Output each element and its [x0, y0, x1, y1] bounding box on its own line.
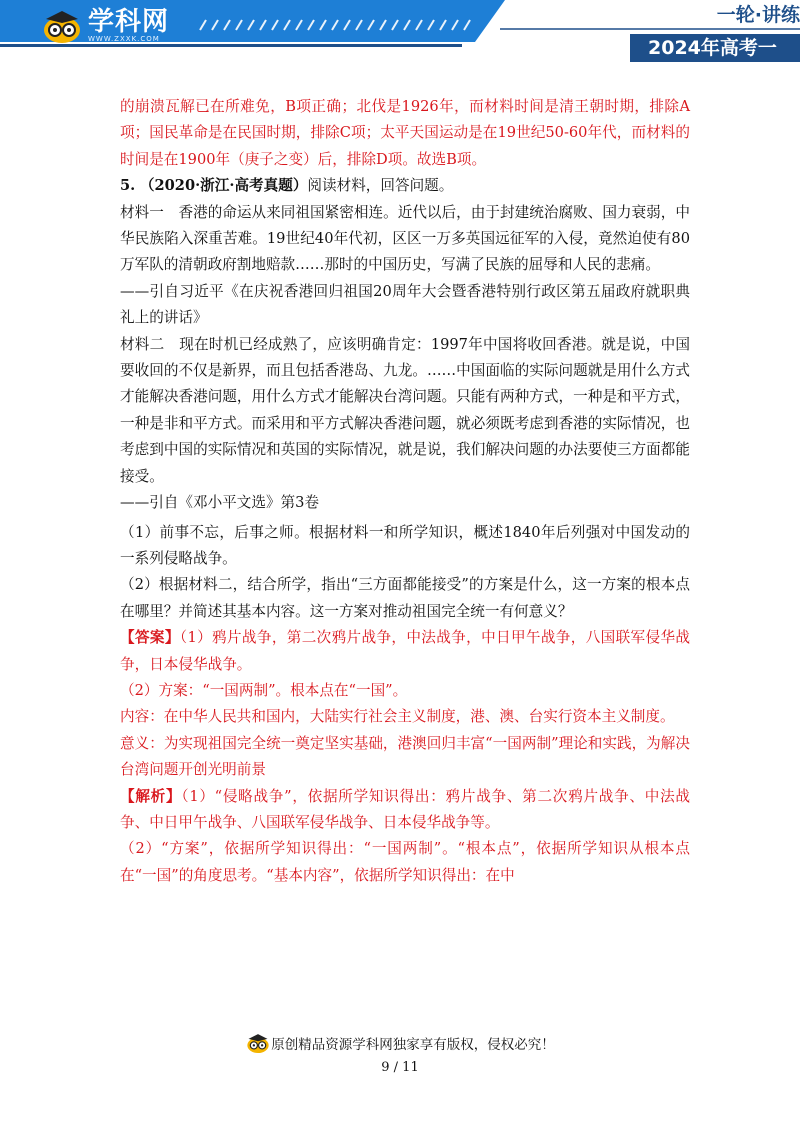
page-header: [0, 0, 800, 60]
previous-analysis: 的崩溃瓦解已在所难免，B项正确；北伐是1926年，而材料时间是清王朝时期，排除A项；国民革命是在民国时期，排除C项；太平天国运动是在19世纪50-60年代，而材料的时间是在1900年（庚子之变）后，排除D项。故选B项。: [120, 98, 690, 168]
copyright-line: [0, 1032, 800, 1054]
material-one: 材料一 香港的命运从来同祖国紧密相连。近代以后，由于封建统治腐败、国力衰弱，中华民族陷入深重苦难。19世纪40年代初，区区一万多英国远征军的入侵，竟然迫使有80万军队的清朝政府割地赔款……那时的中国历史，写满了民族的屈辱和人民的悲痛。: [120, 203, 690, 274]
exam-title: 2024年高考一: [630, 34, 800, 62]
copyright-text: 原创精品资源学科网独家享有版权，侵权必究！: [271, 1037, 555, 1053]
answer-part-2: （2）方案：“一国两制”。根本点在“一国”。: [120, 681, 408, 699]
answer-label: 【答案】: [120, 629, 180, 647]
question-header: [120, 173, 690, 199]
owl-footer-icon: [245, 1032, 271, 1054]
answer-part-4: 意义：为实现祖国完全统一奠定坚实基础，港澳回归丰富“一国两制”理论和实践，为解决台湾问题开创光明前景: [120, 734, 690, 779]
answer-part-1: 【答案】（1）鸦片战争，第二次鸦片战争，中法战争，中日甲午战争，八国联军侵华战争，日本侵华战争。: [120, 629, 690, 673]
question-intro: 阅读材料，回答问题。: [307, 177, 454, 195]
material-one-citation: ——引自习近平《在庆祝香港回归祖国20周年大会暨香港特别行政区第五届政府就职典礼上的讲话》: [120, 282, 690, 327]
sub-question-1: （1）前事不忘，后事之师。根据材料一和所学知识，概述1840年后列强对中国发动的一系列侵略战争。: [120, 523, 690, 567]
site-logo[interactable]: [40, 8, 169, 44]
answer-part-3: 内容：在中华人民共和国内，大陆实行社会主义制度，港、澳、台实行资本主义制度。: [120, 708, 675, 726]
series-title: 一轮·讲练: [716, 4, 800, 26]
question-number: 5.: [120, 177, 136, 195]
page-number: 9 / 11: [381, 1060, 419, 1075]
analysis-part-1: 【解析】（1）“侵略战争”，依据所学知识得出：鸦片战争、第二次鸦片战争、中法战争、中日甲午战争、八国联军侵华战争、日本侵华战争等。: [120, 787, 690, 831]
question-source: （2020·浙江·高考真题）: [139, 177, 308, 195]
sub-question-2: （2）根据材料二，结合所学，指出“三方面都能接受”的方案是什么，这一方案的根本点在哪里？并简述其基本内容。这一方案对推动祖国完全统一有何意义？: [120, 576, 690, 620]
document-body: [120, 94, 690, 889]
page-footer: [0, 1032, 800, 1075]
material-two: 材料二 现在时机已经成熟了，应该明确肯定：1997年中国将收回香港。就是说，中国要收回的不仅是新界，而且包括香港岛、九龙。……中国面临的实际问题就是用什么方式才能解决香港问题，用什么方式才能解决台湾问题。只能有两种方式，一种是和平方式，一种是非和平方式。而采用和平方式解决香港问题，就必须既考虑到香港的实际情况，也考虑到中国的实际情况和英国的实际情况，就是说，我们解决问题的办法要使三方面都能接受。: [120, 335, 690, 485]
logo-text: 学科网: [88, 7, 170, 37]
material-two-citation: ——引自《邓小平文选》第3卷: [120, 494, 320, 512]
owl-logo-icon: [40, 8, 84, 44]
analysis-part-2: （2）“方案”，依据所学知识得出：“一国两制”。“根本点”，依据所学知识从根本点在“一国”的角度思考。“基本内容”，依据所学知识得出：在中: [120, 840, 690, 884]
analysis-label: 【解析】: [120, 787, 182, 805]
logo-subtext: WWW.ZXXK.COM: [88, 35, 160, 43]
